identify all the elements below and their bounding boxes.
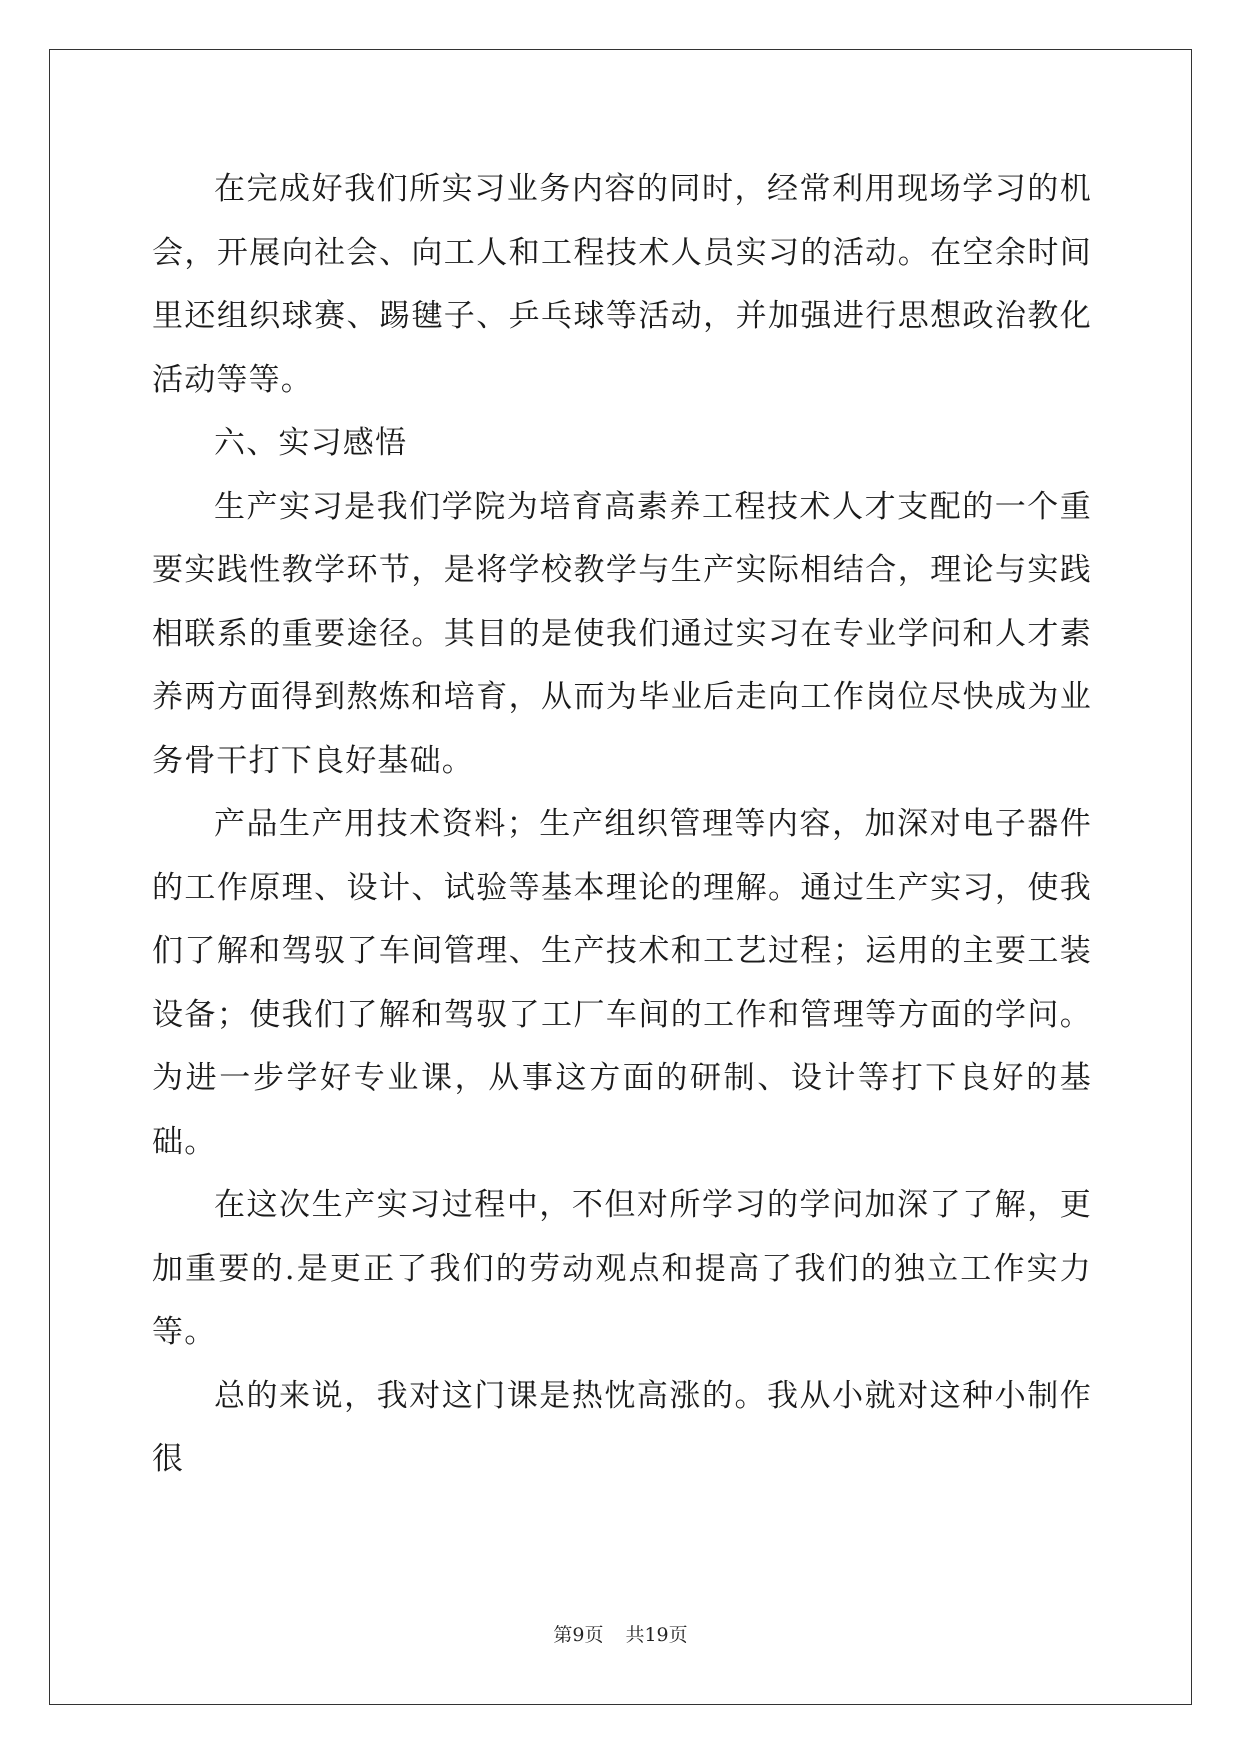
paragraph: 总的来说，我对这门课是热忱高涨的。我从小就对这种小制作很 [152, 1377, 1092, 1477]
section-heading: 六、实习感悟 [214, 425, 408, 461]
document-body [152, 158, 1092, 1492]
paragraph: 在这次生产实习过程中，不但对所学习的学问加深了了解，更加重要的.是更正了我们的劳动观点和提高了我们的独立工作实力等。 [152, 1187, 1092, 1350]
paragraph: 产品生产用技术资料；生产组织管理等内容，加深对电子器件的工作原理、设计、试验等基本理论的理解。通过生产实习，使我们了解和驾驭了车间管理、生产技术和工艺过程；运用的主要工装设备；使我们了解和驾驭了工厂车间的工作和管理等方面的学问。为进一步学好专业课，从事这方面的研制、设计等打下良好的基础。 [152, 806, 1092, 1160]
total-pages: 共19页 [625, 1624, 688, 1646]
page-footer [0, 1620, 1241, 1647]
paragraph: 生产实习是我们学院为培育高素养工程技术人才支配的一个重要实践性教学环节，是将学校教学与生产实际相结合，理论与实践相联系的重要途径。其目的是使我们通过实习在专业学问和人才素养两方面得到熬炼和培育，从而为毕业后走向工作岗位尽快成为业务骨干打下良好基础。 [152, 488, 1092, 779]
paragraph: 在完成好我们所实习业务内容的同时，经常利用现场学习的机会，开展向社会、向工人和工程技术人员实习的活动。在空余时间里还组织球赛、踢毽子、乒乓球等活动，并加强进行思想政治教化活动等等。 [152, 171, 1092, 398]
page-number: 第9页 [553, 1624, 604, 1646]
